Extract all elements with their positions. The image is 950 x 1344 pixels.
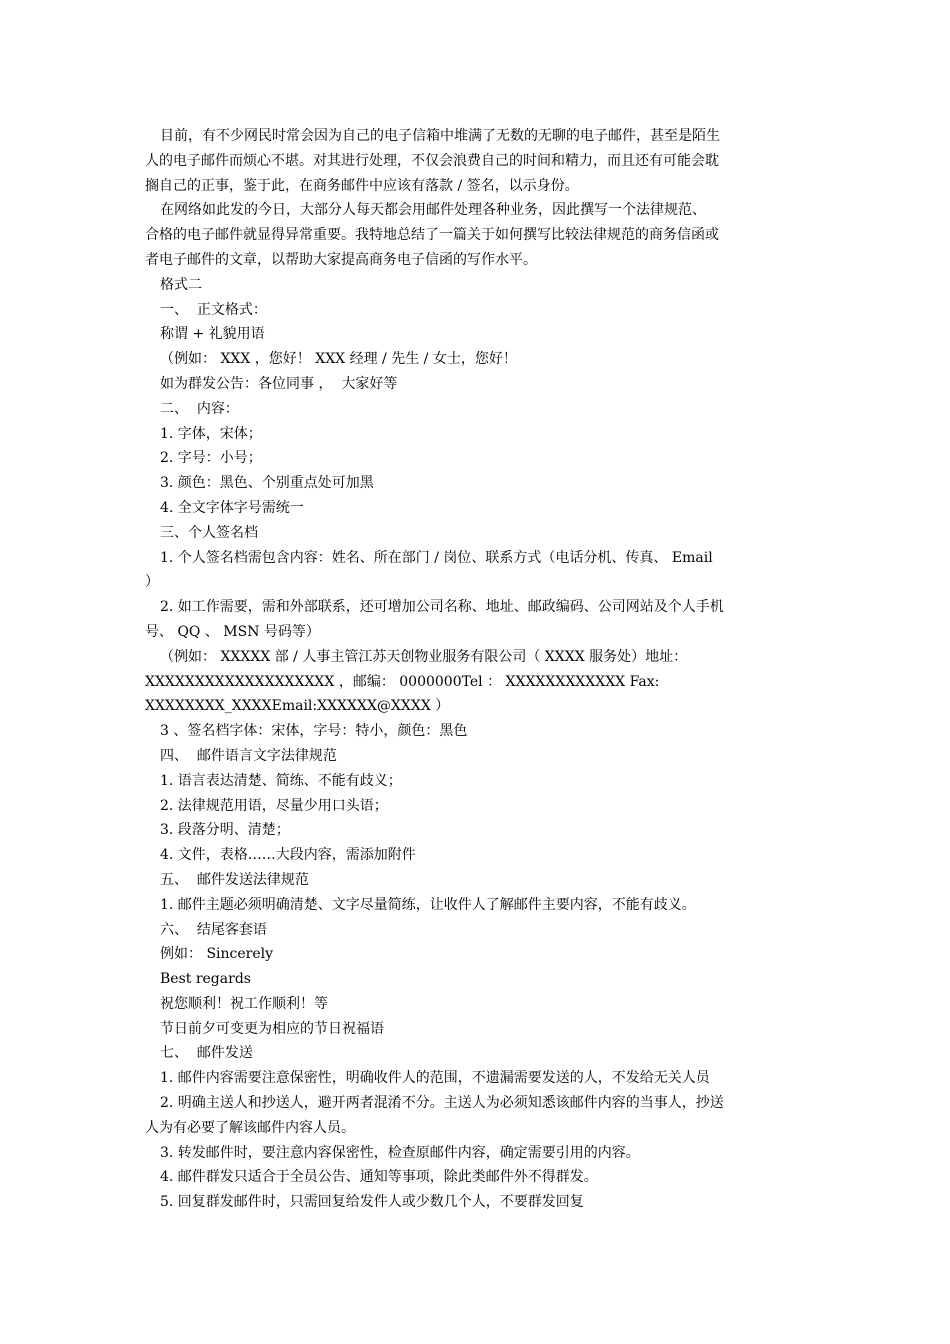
text-line: 4. 邮件群发只适合于全员公告、通知等事项，除此类邮件外不得群发。 bbox=[160, 1169, 598, 1186]
text-line: 节日前夕可变更为相应的节日祝福语 bbox=[160, 1020, 384, 1037]
text-line: 2. 法律规范用语，尽量少用口头语； bbox=[160, 797, 388, 814]
text-line: 人为有必要了解该邮件内容人员。 bbox=[145, 1119, 355, 1136]
text-line: 者电子邮件的文章，以帮助大家提高商务电子信函的写作水平。 bbox=[145, 251, 537, 268]
text-line: 在网络如此发的今日，大部分人每天都会用邮件处理各种业务，因此撰写一个法律规范、 bbox=[160, 202, 706, 219]
text-line: 5. 回复群发邮件时，只需回复给发件人或少数几个人，不要群发回复 bbox=[160, 1194, 584, 1211]
text-line: 如为群发公告：各位同事 ， 大家好等 bbox=[160, 375, 398, 392]
text-line: （例如： XXXXX 部 / 人事主管江苏天创物业服务有限公司（ XXXX 服务处）地址： bbox=[160, 648, 688, 665]
text-line: ） bbox=[145, 574, 159, 591]
text-line: 1. 邮件主题必须明确清楚、文字尽量简练，让收件人了解邮件主要内容，不能有歧义。 bbox=[160, 896, 696, 913]
text-line: 六、 结尾客套语 bbox=[160, 921, 267, 938]
text-line: 祝您顺利！祝工作顺利！等 bbox=[160, 995, 328, 1012]
text-line: 1. 语言表达清楚、简练、不能有歧义； bbox=[160, 772, 402, 789]
text-line: 五、 邮件发送法律规范 bbox=[160, 871, 309, 888]
text-line: 格式二 bbox=[160, 276, 202, 293]
text-line: 四、 邮件语言文字法律规范 bbox=[160, 747, 337, 764]
text-line: （例如： XXX ，您好！ XXX 经理 / 先生 / 女士，您好！ bbox=[160, 351, 517, 368]
text-line: XXXXXXXXXXXXXXXXXXX ，邮编： 0000000Tel ： XXXXXXXXXXXX Fax: bbox=[145, 673, 660, 690]
text-line: 目前，有不少网民时常会因为自己的电子信箱中堆满了无数的无聊的电子邮件，甚至是陌生 bbox=[160, 128, 720, 144]
text-line: Best regards bbox=[160, 971, 251, 988]
text-line: 4. 全文字体字号需统一 bbox=[160, 499, 304, 516]
text-line: 3. 颜色：黑色、个别重点处可加黑 bbox=[160, 475, 374, 492]
text-line: 二、 内容： bbox=[160, 400, 239, 417]
text-line: 合格的电子邮件就显得异常重要。我特地总结了一篇关于如何撰写比较法律规范的商务信函或 bbox=[145, 227, 719, 244]
text-line: 2. 如工作需要，需和外部联系，还可增加公司名称、地址、邮政编码、公司网站及个人手机 bbox=[160, 599, 724, 616]
text-line: 3. 转发邮件时，要注意内容保密性，检查原邮件内容，确定需要引用的内容。 bbox=[160, 1144, 640, 1161]
text-line: 1. 个人签名档需包含内容：姓名、所在部门 / 岗位、联系方式（电话分机、传真、 Email bbox=[160, 549, 713, 566]
text-line: 1. 字体，宋体； bbox=[160, 425, 262, 442]
text-line: 搁自己的正事，鉴于此，在商务邮件中应该有落款 / 签名，以示身份。 bbox=[145, 177, 579, 194]
text-line: 例如： Sincerely bbox=[160, 946, 274, 963]
text-line: 4. 文件，表格……大段内容，需添加附件 bbox=[160, 847, 416, 864]
text-line: 三、个人签名档 bbox=[160, 524, 258, 541]
text-line: 2. 明确主送人和抄送人，避开两者混淆不分。主送人为必须知悉该邮件内容的当事人，抄送 bbox=[160, 1095, 724, 1112]
text-line: 3 、签名档字体：宋体，字号：特小，颜色：黑色 bbox=[160, 723, 468, 740]
text-line: 人的电子邮件而烦心不堪。对其进行处理，不仅会浪费自己的时间和精力，而且还有可能会耽 bbox=[145, 152, 719, 169]
text-line: 3. 段落分明、清楚； bbox=[160, 822, 290, 839]
text-line: 1. 邮件内容需要注意保密性，明确收件人的范围，不遗漏需要发送的人，不发给无关人员 bbox=[160, 1070, 710, 1087]
text-line: 2. 字号：小号； bbox=[160, 450, 262, 467]
text-line: 称谓 + 礼貌用语 bbox=[160, 326, 265, 343]
text-line: 号、 QQ 、 MSN 号码等） bbox=[145, 623, 320, 640]
document-body bbox=[145, 124, 810, 1215]
text-line: 一、 正文格式： bbox=[160, 301, 267, 318]
text-line: 七、 邮件发送 bbox=[160, 1045, 253, 1062]
text-line: XXXXXXXX_XXXXEmail:XXXXXX@XXXX ） bbox=[145, 698, 450, 715]
